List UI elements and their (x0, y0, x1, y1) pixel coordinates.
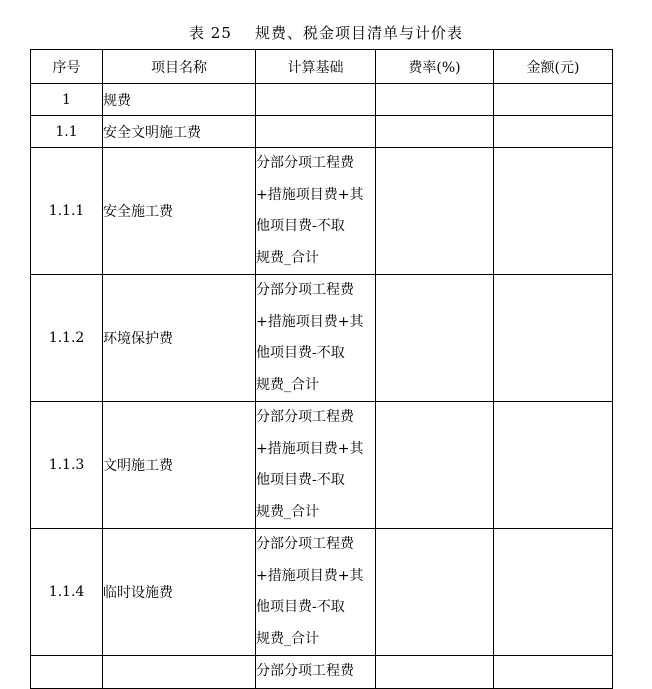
row-name: 安全施工费 (103, 148, 256, 275)
row-amount (494, 116, 613, 148)
table-row (31, 656, 613, 689)
column-header-rate: 费率(%) (376, 50, 494, 84)
row-rate (376, 148, 494, 275)
row-amount (494, 275, 613, 402)
row-basis (256, 116, 376, 148)
row-rate (376, 529, 494, 656)
table-row (31, 275, 613, 402)
row-seq: 1.1.3 (31, 402, 103, 529)
row-basis: 分部分项工程费 +措施项目费+其 他项目费-不取 规费_合计 (256, 275, 376, 402)
row-amount (494, 84, 613, 116)
row-basis: 分部分项工程费 (256, 656, 376, 689)
row-amount (494, 529, 613, 656)
row-name: 安全文明施工费 (103, 116, 256, 148)
row-name: 临时设施费 (103, 529, 256, 656)
row-basis: 分部分项工程费 +措施项目费+其 他项目费-不取 规费_合计 (256, 529, 376, 656)
table-row (31, 84, 613, 116)
row-rate (376, 275, 494, 402)
row-name: 环境保护费 (103, 275, 256, 402)
table-row (31, 116, 613, 148)
row-seq (31, 656, 103, 689)
fee-table (30, 49, 613, 689)
row-name: 文明施工费 (103, 402, 256, 529)
row-rate (376, 116, 494, 148)
row-basis: 分部分项工程费 +措施项目费+其 他项目费-不取 规费_合计 (256, 402, 376, 529)
row-rate (376, 84, 494, 116)
column-header-name: 项目名称 (103, 50, 256, 84)
row-amount (494, 656, 613, 689)
column-header-seq: 序号 (31, 50, 103, 84)
row-rate (376, 402, 494, 529)
table-title: 表 25 规费、税金项目清单与计价表 (189, 24, 463, 42)
row-basis: 分部分项工程费 +措施项目费+其 他项目费-不取 规费_合计 (256, 148, 376, 275)
row-name (103, 656, 256, 689)
row-amount (494, 148, 613, 275)
row-seq: 1.1 (31, 116, 103, 148)
row-rate (376, 656, 494, 689)
row-basis (256, 84, 376, 116)
column-header-amount: 金额(元) (494, 50, 613, 84)
row-name: 规费 (103, 84, 256, 116)
table-row (31, 529, 613, 656)
column-header-basis: 计算基础 (256, 50, 376, 84)
row-seq: 1 (31, 84, 103, 116)
row-seq: 1.1.4 (31, 529, 103, 656)
row-seq: 1.1.2 (31, 275, 103, 402)
table-row (31, 148, 613, 275)
row-amount (494, 402, 613, 529)
header-row (31, 50, 613, 84)
table-row (31, 402, 613, 529)
row-seq: 1.1.1 (31, 148, 103, 275)
